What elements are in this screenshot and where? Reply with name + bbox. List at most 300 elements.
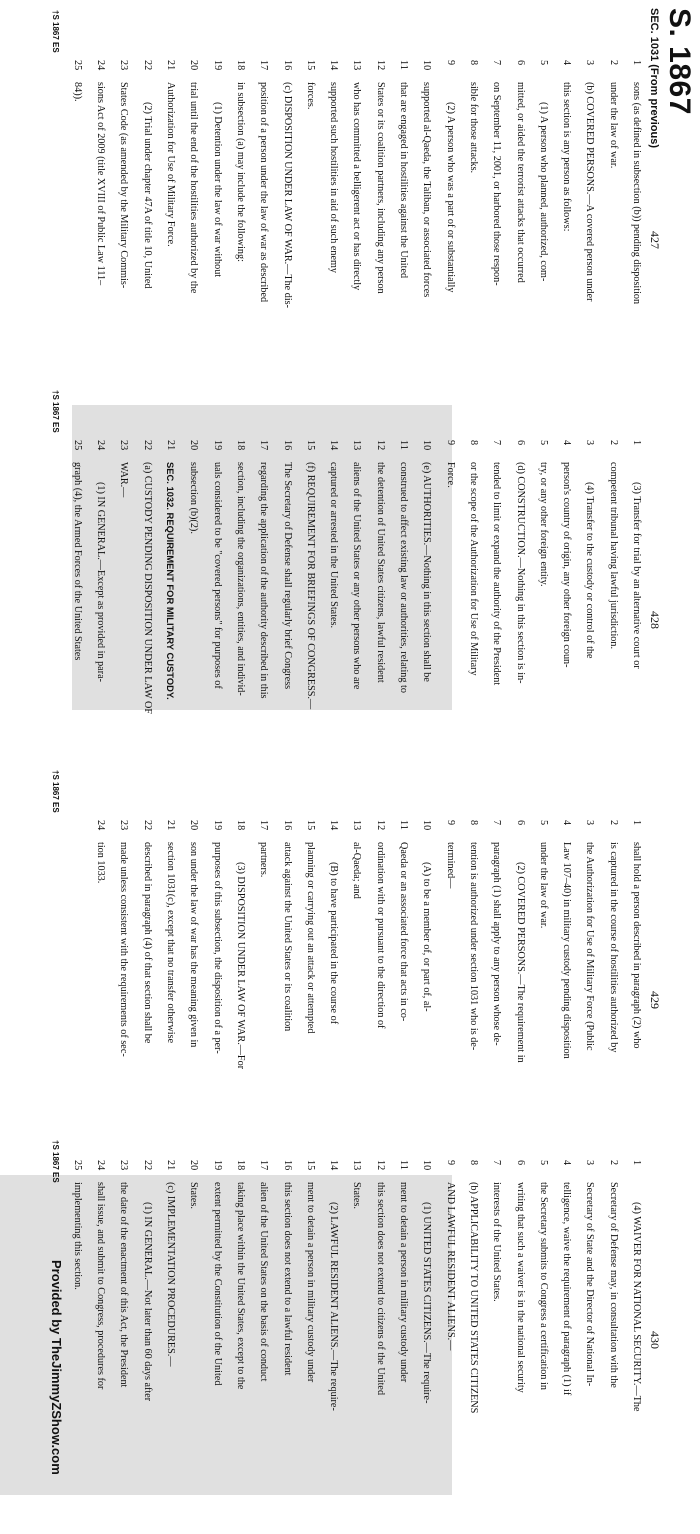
line-number: 12 [374, 60, 386, 71]
line-number: 7 [491, 440, 503, 446]
text-line [106, 60, 129, 420]
text-line [595, 440, 618, 800]
line-number: 1 [631, 820, 642, 826]
text-line [432, 820, 455, 1180]
line-text: this section does not extend to citizens of the United [374, 1182, 386, 1396]
line-number: 18 [234, 60, 246, 71]
line-number: 15 [304, 1160, 316, 1171]
text-line [269, 440, 292, 800]
text-line [619, 820, 642, 1180]
line-text: (1) IN GENERAL.—Not later than 60 days after [141, 1202, 153, 1402]
line-text: person's country of origin, any other foreign coun- [561, 462, 573, 668]
line-number: 6 [514, 440, 526, 446]
line-number: 15 [304, 820, 316, 831]
text-line [129, 1160, 152, 1520]
line-text: (a) CUSTODY PENDING DISPOSITION UNDER LAW OF [141, 462, 153, 714]
line-text: States. [351, 1182, 363, 1209]
page-number: 427 [648, 231, 662, 249]
line-number: 5 [537, 60, 549, 66]
line-text: (1) Detention under the law of war without [211, 102, 223, 278]
text-line [362, 60, 385, 420]
line-text: competent tribunal having lawful jurisdiction. [607, 462, 619, 650]
text-line [502, 60, 525, 420]
text-line [386, 1160, 409, 1520]
line-text: tended to limit or expand the authority of the President [491, 462, 503, 686]
provided-by-credit: Provided by TheJimmyZShow.com [49, 1260, 64, 1475]
line-text: supported such hostilities in aid of such enemy [328, 82, 340, 273]
text-line [153, 440, 176, 800]
line-number: 4 [561, 820, 573, 826]
text-line [456, 440, 479, 800]
line-number: 19 [211, 440, 223, 451]
line-number: 10 [421, 440, 433, 451]
line-number: 7 [491, 60, 503, 66]
text-line [362, 820, 385, 1180]
line-text: (3) DISPOSITION UNDER LAW OF WAR.—For [234, 862, 246, 1070]
line-text: under the law of war. [607, 82, 619, 169]
line-text: (2) Trial under chapter 47A of title 10, United [141, 102, 153, 289]
line-number: 4 [561, 60, 573, 66]
line-text: termined— [444, 842, 456, 889]
line-number: 23 [118, 1160, 130, 1171]
line-number: 9 [444, 440, 456, 446]
text-line [362, 1160, 385, 1520]
line-number: 17 [258, 820, 270, 831]
line-text: al-Qaeda; and [351, 842, 363, 899]
line-text: Force. [444, 462, 456, 488]
line-text: tention is authorized under section 1031 who is de- [467, 842, 479, 1051]
text-line [293, 820, 316, 1180]
line-number: 6 [514, 60, 526, 66]
line-number: 3 [584, 440, 596, 446]
line-number: 17 [258, 440, 270, 451]
text-line [83, 820, 106, 1180]
footer-stamp: †S 1867 ES [51, 770, 60, 813]
line-number: 9 [444, 60, 456, 66]
line-text: is captured in the course of hostilities authorized by [607, 842, 619, 1053]
line-text: (4) WAIVER FOR NATIONAL SECURITY.—The [631, 1202, 642, 1412]
line-text: (A) to be a member of, or part of, al- [421, 862, 433, 1012]
line-text: regarding the application of the authority described in this [258, 462, 270, 699]
line-number: 5 [537, 820, 549, 826]
text-line [339, 440, 362, 800]
line-number: 14 [328, 440, 340, 451]
line-text: that are engaged in hostilities against the United [398, 82, 410, 279]
line-text: the Secretary submits to Congress a certification in [537, 1182, 549, 1390]
line-number: 24 [95, 440, 107, 451]
line-text: subsection (b)(2). [188, 462, 200, 534]
text-line [223, 1160, 246, 1520]
line-text: this section is any person as follows: [561, 82, 573, 232]
line-number: 23 [118, 60, 130, 71]
text-line [432, 440, 455, 800]
line-number: 18 [234, 1160, 246, 1171]
text-line [595, 820, 618, 1180]
footer-stamp: †S 1867 ES [51, 1140, 60, 1183]
text-line [199, 60, 222, 420]
line-text: sible for those attacks. [467, 82, 479, 174]
line-text: made unless consistent with the requirements of sec- [118, 842, 130, 1057]
text-line [619, 60, 642, 420]
line-number: 17 [258, 1160, 270, 1171]
text-line [479, 440, 502, 800]
line-number: 23 [118, 440, 130, 451]
line-number: 1 [631, 440, 642, 446]
text-line [549, 820, 572, 1180]
text-line [153, 820, 176, 1180]
text-line [246, 1160, 269, 1520]
line-text: the detention of United States citizens, lawful resident [374, 462, 386, 683]
line-text: taking place within the United States, except to the [234, 1182, 246, 1390]
line-number: 21 [165, 1160, 177, 1171]
line-number: 17 [258, 60, 270, 71]
line-text: (2) COVERED PERSONS.—The requirement in [514, 862, 526, 1063]
text-line [502, 1160, 525, 1520]
text-line [199, 1160, 222, 1520]
text-line [479, 1160, 502, 1520]
text-line [293, 440, 316, 800]
line-number: 20 [188, 60, 200, 71]
line-number: 2 [607, 1160, 619, 1166]
line-text: under the law of war. [537, 842, 549, 929]
bill-title: S. 1867 [663, 8, 696, 115]
line-text: forces. [304, 82, 316, 110]
line-number: 12 [374, 820, 386, 831]
text-line [176, 820, 199, 1180]
text-line [246, 60, 269, 420]
page-lines [60, 440, 642, 800]
line-text: WAR.— [118, 462, 130, 498]
line-number: 9 [444, 1160, 456, 1166]
line-number: 12 [374, 1160, 386, 1171]
text-line [502, 820, 525, 1180]
text-line [432, 60, 455, 420]
line-number: 23 [118, 820, 130, 831]
line-text: extent permitted by the Constitution of the United [211, 1182, 223, 1386]
line-text: construed to affect existing law or authorities, relating to [398, 462, 410, 693]
text-line [316, 820, 339, 1180]
text-line [316, 60, 339, 420]
line-number: 12 [374, 440, 386, 451]
line-text: Secretary of Defense may, in consultation with the [607, 1182, 619, 1388]
text-line [269, 820, 292, 1180]
footer-stamp: †S 1867 ES [51, 10, 60, 53]
text-line [386, 820, 409, 1180]
line-text: (c) DISPOSITION UNDER LAW OF WAR.—The dis- [281, 82, 293, 309]
text-line [129, 60, 152, 420]
text-line [339, 60, 362, 420]
line-text: (B) to have participated in the course of [328, 862, 340, 1025]
text-line [223, 440, 246, 800]
line-text: son under the law of war has the meaning given in [188, 842, 200, 1048]
line-number: 2 [607, 440, 619, 446]
line-text: aliens of the United States or any other persons who are [351, 462, 363, 690]
line-text: ment to detain a person in military custody under [398, 1182, 410, 1383]
line-number: 19 [211, 1160, 223, 1171]
line-text: (1) IN GENERAL.—Except as provided in para- [95, 482, 107, 683]
text-line [339, 820, 362, 1180]
line-number: 16 [281, 60, 293, 71]
line-text: (1) A person who planned, authorized, com- [537, 102, 549, 282]
line-text: (d) CONSTRUCTION.—Nothing in this section is in- [514, 462, 526, 684]
line-number: 3 [584, 820, 596, 826]
footer-stamp: †S 1867 ES [51, 390, 60, 433]
line-number: 19 [211, 820, 223, 831]
line-text: (4) Transfer to the custody or control of the [584, 482, 596, 659]
line-text: position of a person under the law of war as described [258, 82, 270, 303]
line-text: tion 1033. [95, 842, 107, 884]
line-number: 13 [351, 440, 363, 451]
line-text: interests of the United States. [491, 1182, 503, 1302]
line-number: 25 [71, 440, 83, 451]
page-429 [12, 820, 662, 1180]
text-line [60, 440, 83, 800]
line-number: 19 [211, 60, 223, 71]
page-number: 429 [648, 991, 662, 1009]
line-text: section, including the organizations, entities, and individ- [234, 462, 246, 696]
text-line [316, 440, 339, 800]
line-text: (2) A person who was a part of or substantially [444, 102, 456, 293]
line-number: 4 [561, 440, 573, 446]
line-number: 21 [165, 820, 177, 831]
text-line [129, 440, 152, 800]
line-text: or the scope of the Authorization for Use of Military [467, 462, 479, 676]
text-line [456, 1160, 479, 1520]
line-text: Qaeda or an associated force that acts in co- [398, 842, 410, 1022]
line-number: 6 [514, 1160, 526, 1166]
line-text: sions Act of 2009 (title XVIII of Public Law 111– [95, 82, 107, 286]
line-number: 25 [71, 1160, 83, 1171]
line-number: 7 [491, 820, 503, 826]
line-number: 16 [281, 820, 293, 831]
text-line [526, 60, 549, 420]
text-line [293, 1160, 316, 1520]
line-text: purposes of this subsection, the disposition of a per- [211, 842, 223, 1054]
text-line [246, 820, 269, 1180]
text-line [432, 1160, 455, 1520]
line-number: 24 [95, 1160, 107, 1171]
text-line [176, 440, 199, 800]
text-line [269, 1160, 292, 1520]
text-line [595, 60, 618, 420]
text-line [83, 1160, 106, 1520]
text-line [176, 1160, 199, 1520]
line-text: graph (4), the Armed Forces of the United States [71, 462, 83, 661]
text-line [595, 1160, 618, 1520]
text-line [526, 1160, 549, 1520]
line-text: alien of the United States on the basis of conduct [258, 1182, 270, 1382]
line-text: ordination with or pursuant to the direction of [374, 842, 386, 1029]
line-text: (f) REQUIREMENT FOR BRIEFINGS OF CONGRESS.— [304, 462, 316, 710]
line-text: States Code (as amended by the Military Commis- [118, 82, 130, 289]
line-number: 20 [188, 820, 200, 831]
text-line [199, 440, 222, 800]
line-number: 8 [467, 60, 479, 66]
line-number: 22 [141, 60, 153, 71]
line-text: (b) COVERED PERSONS.—A covered person under [584, 82, 596, 302]
line-text: attack against the United States or its coalition [281, 842, 293, 1032]
line-text: sons (as defined in subsection (b)) pending disposition [631, 82, 642, 305]
line-number: 11 [398, 1160, 410, 1170]
line-number: 13 [351, 820, 363, 831]
line-text: shall issue, and submit to Congress, procedures for [95, 1182, 107, 1390]
line-text: planning or carrying out an attack or attempted [304, 842, 316, 1034]
text-line [223, 820, 246, 1180]
line-text: paragraph (1) shall apply to any person whose de- [491, 842, 503, 1046]
text-line [572, 440, 595, 800]
text-line [502, 440, 525, 800]
line-text: The Secretary of Defense shall regularly brief Congress [281, 462, 293, 690]
line-text: in subsection (a) may include the following: [234, 82, 246, 262]
text-line [83, 60, 106, 420]
text-line [339, 1160, 362, 1520]
line-number: 2 [607, 820, 619, 826]
line-text: AND LAWFUL RESIDENT ALIENS.— [444, 1182, 456, 1351]
page-430 [12, 1160, 662, 1520]
text-line [106, 440, 129, 800]
text-line [199, 820, 222, 1180]
line-text: States. [188, 1182, 200, 1209]
line-text: Secretary of State and the Director of National In- [584, 1182, 596, 1387]
line-text: partners. [258, 842, 270, 878]
line-number: 11 [398, 820, 410, 830]
page-lines [60, 1160, 642, 1520]
line-number: 22 [141, 820, 153, 831]
text-line [456, 820, 479, 1180]
line-text: shall hold a person described in paragraph (2) who [631, 842, 642, 1049]
text-line [153, 1160, 176, 1520]
line-number: 9 [444, 820, 456, 826]
text-line [269, 60, 292, 420]
line-text: who has committed a belligerent act or has directly [351, 82, 363, 291]
line-number: 24 [95, 60, 107, 71]
text-line [619, 1160, 642, 1520]
text-line [572, 820, 595, 1180]
line-text: section 1031(c), except that no transfer otherwise [165, 842, 177, 1044]
text-line [409, 820, 432, 1180]
page-number: 428 [648, 611, 662, 629]
line-text: trial until the end of the hostilities authorized by the [188, 82, 200, 294]
line-number: 14 [328, 60, 340, 71]
line-number: 24 [95, 820, 107, 831]
line-text: try, or any other foreign entity. [537, 462, 549, 587]
line-number: 10 [421, 820, 433, 831]
line-number: 8 [467, 820, 479, 826]
text-line [386, 440, 409, 800]
line-text: uals considered to be "covered persons" for purposes of [211, 462, 223, 689]
line-number: 10 [421, 60, 433, 71]
line-number: 10 [421, 1160, 433, 1171]
line-number: 13 [351, 1160, 363, 1171]
line-text: Authorization for Use of Military Force. [165, 82, 177, 247]
text-line [293, 60, 316, 420]
line-text: 84)). [71, 82, 83, 102]
line-number: 3 [584, 60, 596, 66]
line-number: 11 [398, 60, 410, 70]
line-text: writing that such a waiver is in the national security [514, 1182, 526, 1393]
line-number: 8 [467, 440, 479, 446]
line-number: 15 [304, 60, 316, 71]
line-number: 22 [141, 1160, 153, 1171]
line-number: 5 [537, 440, 549, 446]
text-line [526, 820, 549, 1180]
line-number: 4 [561, 1160, 573, 1166]
section-continuation-label: SEC. 1031 (From previous) [648, 8, 660, 148]
line-text: the date of the enactment of this Act, the President [118, 1182, 130, 1388]
line-text: (3) Transfer for trial by an alternative court or [631, 482, 642, 669]
page-number: 430 [648, 1331, 662, 1349]
line-number: 16 [281, 1160, 293, 1171]
line-number: 16 [281, 440, 293, 451]
line-number: 2 [607, 60, 619, 66]
line-number: 21 [165, 440, 177, 451]
line-text: implementing this section. [71, 1182, 83, 1290]
text-line [549, 440, 572, 800]
line-text: mitted, or aided the terrorist attacks that occurred [514, 82, 526, 283]
text-line [549, 1160, 572, 1520]
text-line [572, 1160, 595, 1520]
page-428 [12, 440, 662, 800]
text-line [572, 60, 595, 420]
text-line [60, 60, 83, 420]
text-line [409, 60, 432, 420]
line-text: captured or arrested in the United States. [328, 462, 340, 629]
text-line [223, 60, 246, 420]
line-number: 8 [467, 1160, 479, 1166]
text-line [386, 60, 409, 420]
text-line [409, 440, 432, 800]
line-text: ment to detain a person in military custody under [304, 1182, 316, 1383]
line-text: (1) UNITED STATES CITIZENS.—The require- [421, 1202, 433, 1404]
line-number: 1 [631, 1160, 642, 1166]
text-line [479, 820, 502, 1180]
text-line [153, 60, 176, 420]
line-number: 14 [328, 1160, 340, 1171]
text-line [106, 820, 129, 1180]
line-number: 18 [234, 820, 246, 831]
line-number: 11 [398, 440, 410, 450]
line-number: 3 [584, 1160, 596, 1166]
line-text: SEC. 1032. REQUIREMENT FOR MILITARY CUSTODY. [165, 462, 177, 700]
text-line [479, 60, 502, 420]
text-line [129, 820, 152, 1180]
line-number: 15 [304, 440, 316, 451]
line-number: 20 [188, 1160, 200, 1171]
text-line [176, 60, 199, 420]
line-number: 1 [631, 60, 642, 66]
line-number: 7 [491, 1160, 503, 1166]
line-number: 22 [141, 440, 153, 451]
line-number: 14 [328, 820, 340, 831]
line-text: the Authorization for Use of Military Force (Public [584, 842, 596, 1051]
text-line [619, 440, 642, 800]
text-line [316, 1160, 339, 1520]
line-number: 20 [188, 440, 200, 451]
line-text: supported al-Qaeda, the Taliban, or associated forces [421, 82, 433, 298]
line-text: this section does not extend to a lawful resident [281, 1182, 293, 1376]
line-text: (e) AUTHORITIES.—Nothing in this section shall be [421, 462, 433, 682]
line-text: (c) IMPLEMENTATION PROCEDURES.— [165, 1182, 177, 1367]
line-text: described in paragraph (4) of that section shall be [141, 842, 153, 1044]
line-number: 18 [234, 440, 246, 451]
line-number: 13 [351, 60, 363, 71]
text-line [106, 1160, 129, 1520]
text-line [409, 1160, 432, 1520]
text-line [362, 440, 385, 800]
page-427 [12, 60, 662, 420]
line-number: 5 [537, 1160, 549, 1166]
line-number: 21 [165, 60, 177, 71]
